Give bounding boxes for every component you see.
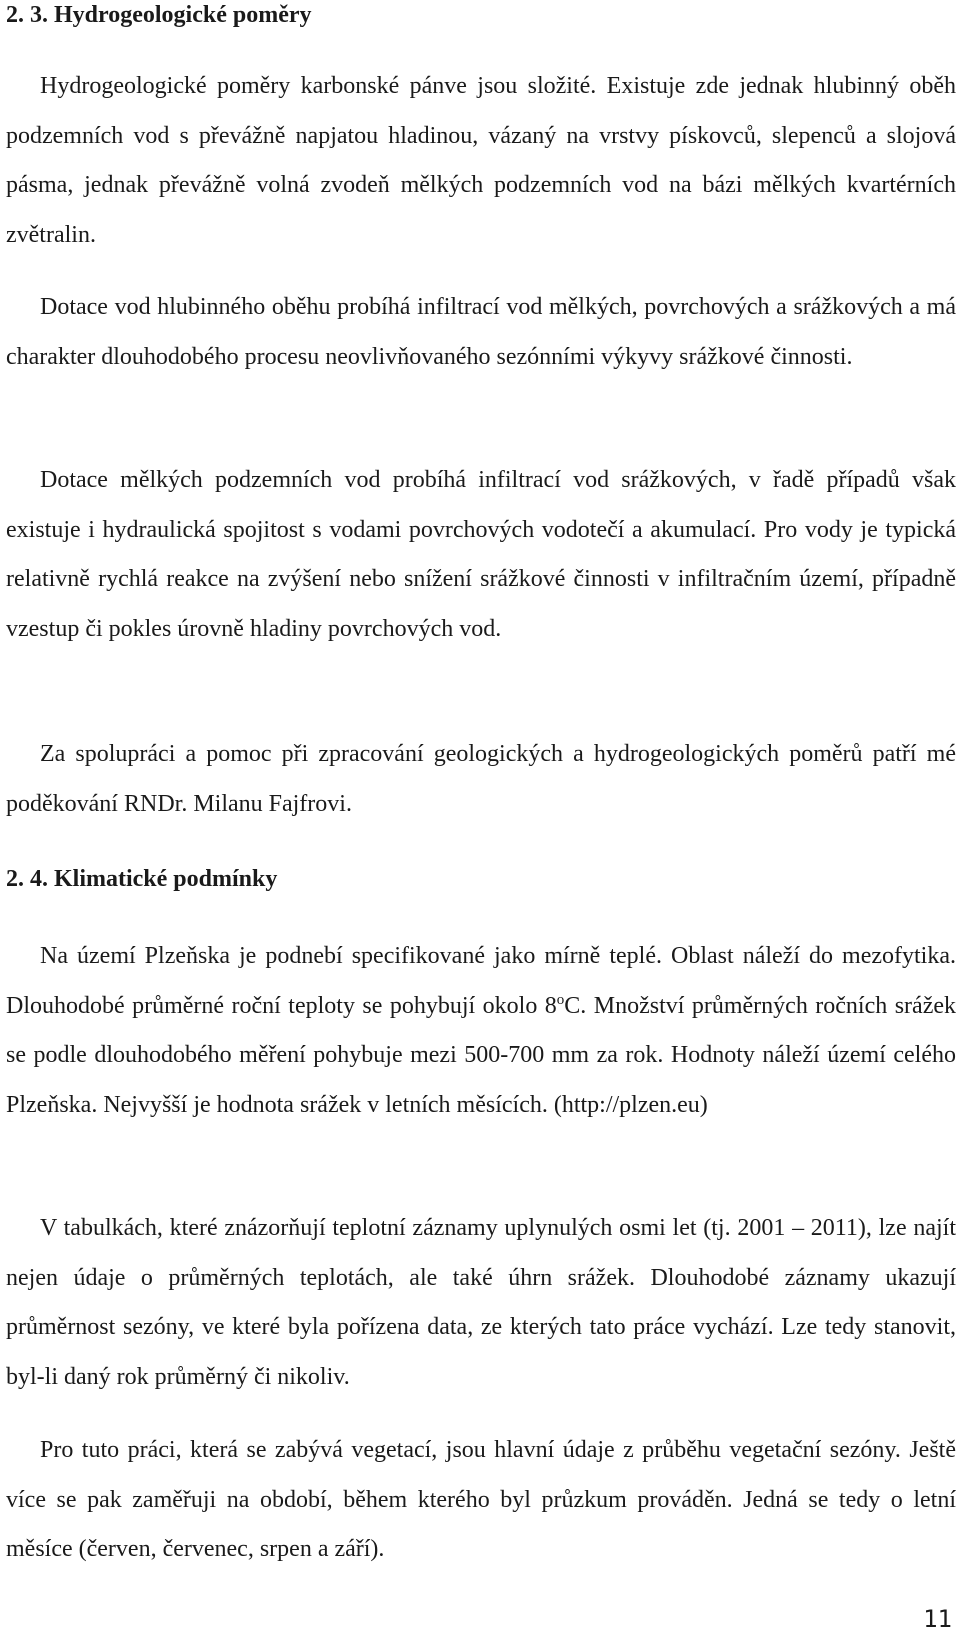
paragraph-text: C. Množství průměrných ročních srážek se podle dlouhodobého měření pohybuje mezi 500-700 mm za rok. Hodnoty náleží území celého Plzeňska. Nejvyšší je hodnota srážek v letních měsících. (http://plzen.eu) [6,992,956,1118]
paragraph [6,1204,956,1402]
paragraph-text: Na území Plzeňska je podnebí specifikované jako mírně teplé. Oblast náleží do mezofytika. Dlouhodobé průměrné roční teploty se pohybují okolo 8 [6,943,956,1019]
section-heading-hydrogeology: 2. 3. Hydrogeologické poměry [6,2,312,28]
section-heading-climate: 2. 4. Klimatické podmínky [6,866,278,892]
paragraph-text: Dotace vod hlubinného oběhu probíhá infiltrací vod mělkých, povrchových a srážkových a má charakter dlouhodobého procesu neovlivňovaného sezónními výkyvy srážkové činnosti. [6,294,956,370]
paragraph-text: V tabulkách, které znázorňují teplotní záznamy uplynulých osmi let (tj. 2001 – 2011), lze najít nejen údaje o průměrných teplotách, ale také úhrn srážek. Dlouhodobé záznamy ukazují průměrnost sezóny, ve které byla pořízena data, ze kterých tato práce vychází. Lze tedy stanovit, byl-li daný rok průměrný či nikoliv. [6,1215,956,1390]
paragraph-text: Pro tuto práci, která se zabývá vegetací, jsou hlavní údaje z průběhu vegetační sezóny. Ještě více se pak zaměřuji na období, během kterého byl průzkum prováděn. Jedná se tedy o letní měsíce (červen, červenec, srpen a září). [6,1437,956,1562]
paragraph-text: Hydrogeologické poměry karbonské pánve jsou složité. Existuje zde jednak hlubinný oběh podzemních vod s převážně napjatou hladinou, vázaný na vrstvy pískovců, slepenců a slojová pásma, jednak převážně volná zvodeň mělkých podzemních vod na bázi mělkých kvartérních zvětralin. [6,73,956,248]
paragraph-text: Za spolupráci a pomoc při zpracování geologických a hydrogeologických poměrů patří mé poděkování RNDr. Milanu Fajfrovi. [6,741,956,817]
paragraph [6,456,956,654]
paragraph [6,932,956,1130]
paragraph [6,730,956,829]
paragraph-text: Dotace mělkých podzemních vod probíhá infiltrací vod srážkových, v řadě případů však existuje i hydraulická spojitost s vodami povrchových vodotečí a akumulací. Pro vody je typická relativně rychlá reakce na zvýšení nebo snížení srážkové činnosti v infiltračním území, případně vzestup či pokles úrovně hladiny povrchových vod. [6,467,956,642]
paragraph [6,62,956,260]
paragraph [6,283,956,382]
paragraph [6,1426,956,1575]
page-number: 11 [923,1605,952,1633]
degree-superscript: o [556,991,565,1008]
